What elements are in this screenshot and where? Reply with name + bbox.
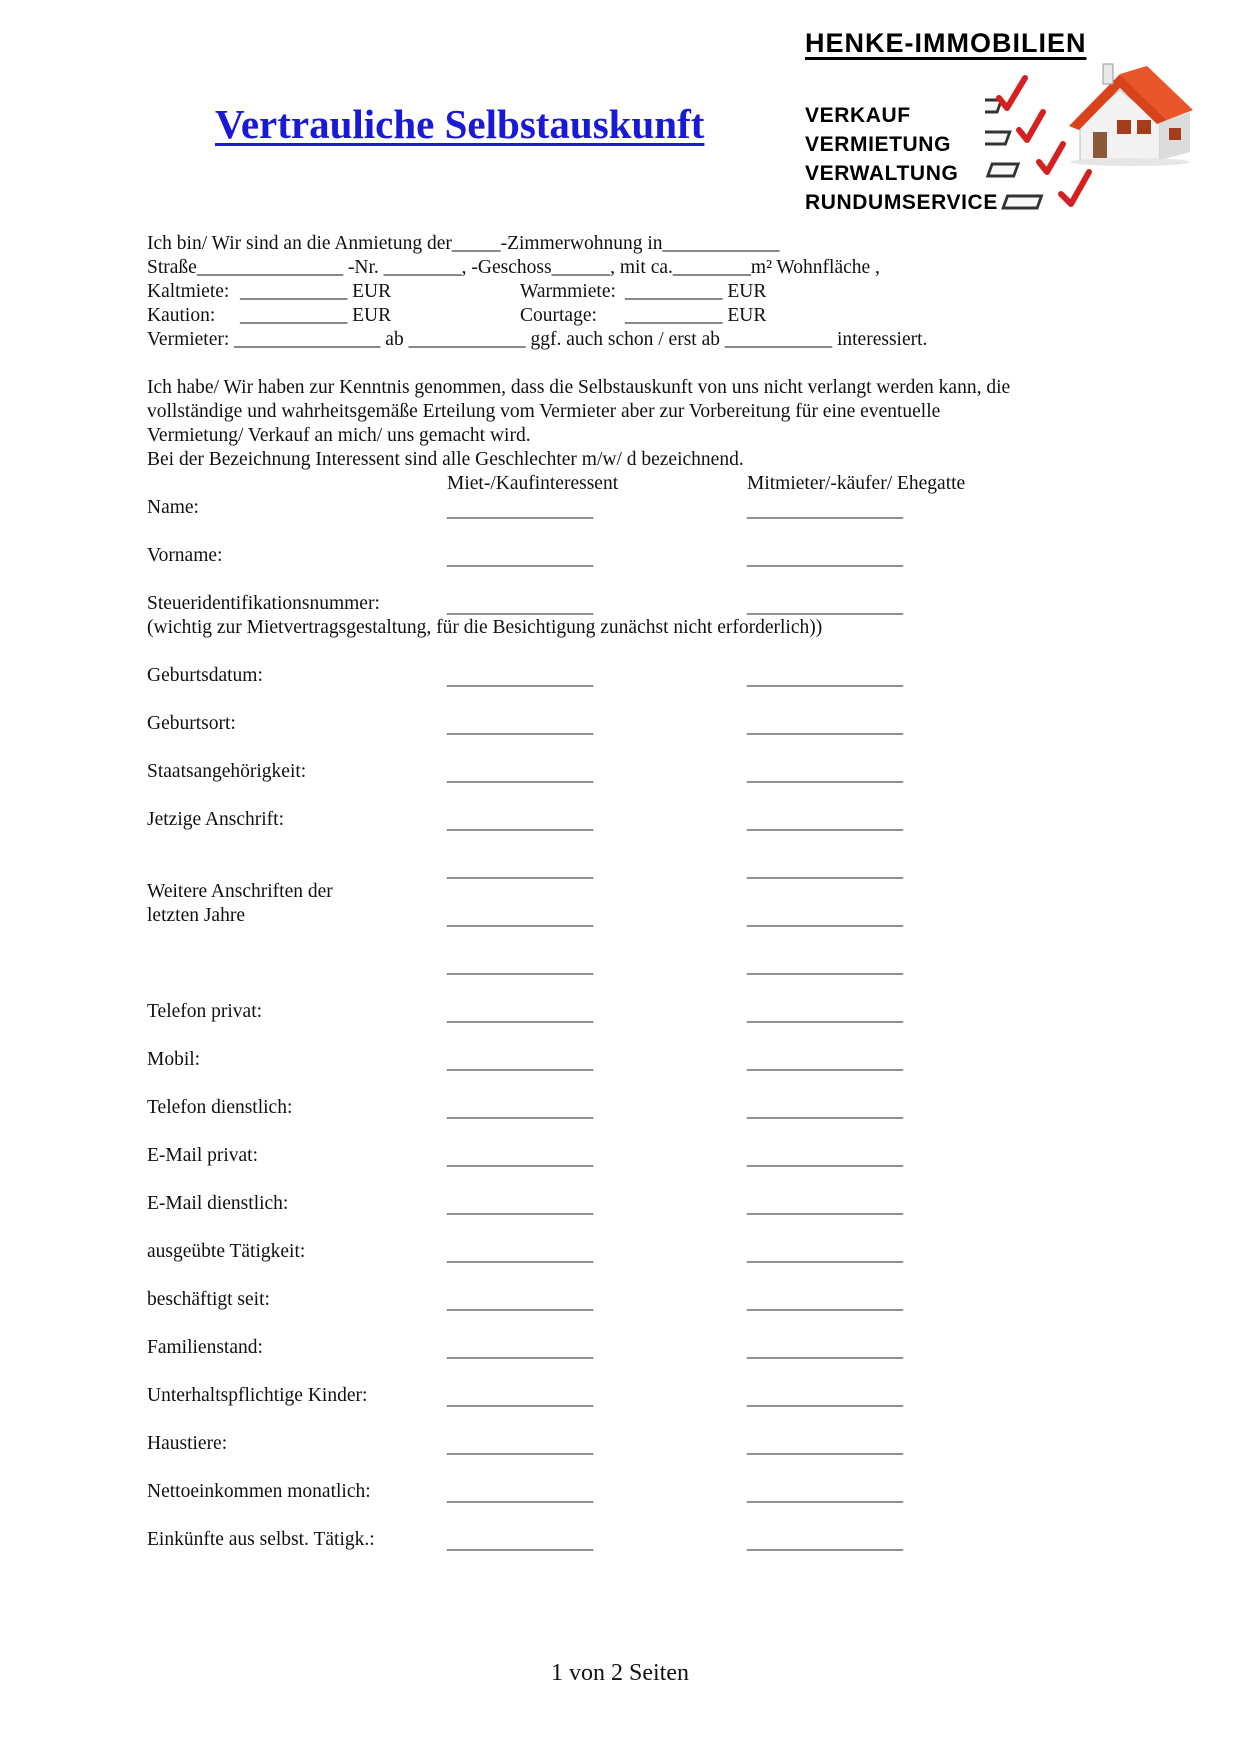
field-name-applicant[interactable]: _______________ bbox=[447, 500, 594, 521]
field-vorname-applicant[interactable]: _______________ bbox=[447, 548, 594, 569]
field-einkuenfte-cotenant[interactable]: ________________ bbox=[747, 1532, 903, 1553]
field-geburtsdatum-applicant[interactable]: _______________ bbox=[447, 668, 594, 689]
field-weitere-cotenant-2[interactable]: ________________ bbox=[747, 956, 903, 977]
field-familienstand-applicant[interactable]: _______________ bbox=[447, 1340, 594, 1361]
steuer-id-note: (wichtig zur Mietvertragsgestaltung, für die Besichtigung zunächst nicht erforderlich)) bbox=[147, 617, 823, 638]
field-anschrift-applicant[interactable]: _______________ bbox=[447, 812, 594, 833]
field-nettoeinkommen-cotenant[interactable]: ________________ bbox=[747, 1484, 903, 1505]
label-nettoeinkommen: Nettoeinkommen monatlich: bbox=[147, 1481, 371, 1502]
field-staatsangehoerigkeit-applicant[interactable]: _______________ bbox=[447, 764, 594, 785]
field-beschaeftigt-applicant[interactable]: _______________ bbox=[447, 1292, 594, 1313]
field-email-privat-applicant[interactable]: _______________ bbox=[447, 1148, 594, 1169]
field-mobil-applicant[interactable]: _______________ bbox=[447, 1052, 594, 1073]
field-nettoeinkommen-applicant[interactable]: _______________ bbox=[447, 1484, 594, 1505]
field-taetigkeit-cotenant[interactable]: ________________ bbox=[747, 1244, 903, 1265]
notice-line-3: Vermietung/ Verkauf an mich/ uns gemacht wird. bbox=[147, 425, 531, 446]
label-beschaeftigt-seit: beschäftigt seit: bbox=[147, 1289, 270, 1310]
page-number: 1 von 2 Seiten bbox=[551, 1660, 689, 1686]
label-email-privat: E-Mail privat: bbox=[147, 1145, 259, 1166]
field-taetigkeit-applicant[interactable]: _______________ bbox=[447, 1244, 594, 1265]
field-steuer-id-cotenant[interactable]: ________________ bbox=[747, 596, 903, 617]
field-steuer-id-applicant[interactable]: _______________ bbox=[447, 596, 594, 617]
column-header-interessent: Miet-/Kaufinteressent bbox=[447, 473, 619, 494]
field-weitere-applicant[interactable]: _______________ bbox=[447, 908, 594, 929]
label-kinder: Unterhaltspflichtige Kinder: bbox=[147, 1385, 368, 1406]
service-verwaltung: VERWALTUNG bbox=[805, 162, 959, 185]
field-haustiere-applicant[interactable]: _______________ bbox=[447, 1436, 594, 1457]
field-haustiere-cotenant[interactable]: ________________ bbox=[747, 1436, 903, 1457]
label-mobil: Mobil: bbox=[147, 1049, 201, 1070]
label-letzte-jahre: letzten Jahre bbox=[147, 905, 245, 926]
field-mobil-cotenant[interactable]: ________________ bbox=[747, 1052, 903, 1073]
label-weitere-anschriften: Weitere Anschriften der bbox=[147, 881, 333, 902]
courtage-label: Courtage: bbox=[520, 305, 597, 326]
field-telefon-dienstlich-applicant[interactable]: _______________ bbox=[447, 1100, 594, 1121]
field-geburtsort-applicant[interactable]: _______________ bbox=[447, 716, 594, 737]
label-geburtsort: Geburtsort: bbox=[147, 713, 236, 734]
column-header-mitmieter: Mitmieter/-käufer/ Ehegatte bbox=[747, 473, 966, 494]
service-vermietung: VERMIETUNG bbox=[805, 133, 952, 156]
field-weitere-applicant-2[interactable]: _______________ bbox=[447, 956, 594, 977]
label-name: Name: bbox=[147, 497, 199, 518]
label-geburtsdatum: Geburtsdatum: bbox=[147, 665, 263, 686]
label-telefon-privat: Telefon privat: bbox=[147, 1001, 263, 1022]
label-email-dienstlich: E-Mail dienstlich: bbox=[147, 1193, 289, 1214]
field-email-dienstlich-applicant[interactable]: _______________ bbox=[447, 1196, 594, 1217]
field-anschrift-cotenant[interactable]: ________________ bbox=[747, 812, 903, 833]
label-telefon-dienstlich: Telefon dienstlich: bbox=[147, 1097, 293, 1118]
field-anschrift-cotenant-2[interactable]: ________________ bbox=[747, 860, 903, 881]
intro-line-2: Straße_______________ -Nr. ________, -Geschoss______, mit ca.________m² Wohnfläche , bbox=[147, 257, 880, 278]
document-title: Vertrauliche Selbstauskunft bbox=[215, 101, 705, 147]
service-verkauf: VERKAUF bbox=[805, 104, 911, 127]
vermieter-line: Vermieter: _______________ ab ____________ ggf. auch schon / erst ab ___________ interessiert. bbox=[147, 329, 928, 350]
kaution-field[interactable]: ___________ EUR bbox=[240, 305, 392, 326]
field-name-cotenant[interactable]: ________________ bbox=[747, 500, 903, 521]
field-vorname-cotenant[interactable]: ________________ bbox=[747, 548, 903, 569]
field-geburtsdatum-cotenant[interactable]: ________________ bbox=[747, 668, 903, 689]
field-telefon-privat-applicant[interactable]: _______________ bbox=[447, 1004, 594, 1025]
courtage-field[interactable]: __________ EUR bbox=[625, 305, 767, 326]
notice-line-1: Ich habe/ Wir haben zur Kenntnis genommen, dass die Selbstauskunft von uns nicht verlangt werden kann, die bbox=[147, 377, 1011, 398]
field-telefon-dienstlich-cotenant[interactable]: ________________ bbox=[747, 1100, 903, 1121]
field-weitere-cotenant[interactable]: ________________ bbox=[747, 908, 903, 929]
warmmiete-label: Warmmiete: bbox=[520, 281, 616, 302]
label-haustiere: Haustiere: bbox=[147, 1433, 228, 1454]
kaltmiete-field[interactable]: ___________ EUR bbox=[240, 281, 392, 302]
label-staatsangehoerigkeit: Staatsangehörigkeit: bbox=[147, 761, 307, 782]
kaltmiete-label: Kaltmiete: bbox=[147, 281, 230, 302]
warmmiete-field[interactable]: __________ EUR bbox=[625, 281, 767, 302]
field-kinder-applicant[interactable]: _______________ bbox=[447, 1388, 594, 1409]
field-email-privat-cotenant[interactable]: ________________ bbox=[747, 1148, 903, 1169]
label-taetigkeit: ausgeübte Tätigkeit: bbox=[147, 1241, 306, 1262]
field-beschaeftigt-cotenant[interactable]: ________________ bbox=[747, 1292, 903, 1313]
label-einkuenfte-selbst: Einkünfte aus selbst. Tätigk.: bbox=[147, 1529, 375, 1550]
kaution-label: Kaution: bbox=[147, 305, 216, 326]
notice-line-2: vollständige und wahrheitsgemäße Erteilung vom Vermieter aber zur Vorbereitung für eine eventuelle bbox=[147, 401, 941, 422]
field-familienstand-cotenant[interactable]: ________________ bbox=[747, 1340, 903, 1361]
label-familienstand: Familienstand: bbox=[147, 1337, 263, 1358]
company-name: HENKE-IMMOBILIEN bbox=[805, 28, 1087, 58]
field-anschrift-applicant-2[interactable]: _______________ bbox=[447, 860, 594, 881]
field-geburtsort-cotenant[interactable]: ________________ bbox=[747, 716, 903, 737]
notice-line-4: Bei der Bezeichnung Interessent sind alle Geschlechter m/w/ d bezeichnend. bbox=[147, 449, 744, 470]
field-staatsangehoerigkeit-cotenant[interactable]: ________________ bbox=[747, 764, 903, 785]
field-telefon-privat-cotenant[interactable]: ________________ bbox=[747, 1004, 903, 1025]
label-vorname: Vorname: bbox=[147, 545, 223, 566]
intro-line-1: Ich bin/ Wir sind an die Anmietung der_____-Zimmerwohnung in____________ bbox=[147, 233, 780, 254]
service-rundumservice: RUNDUMSERVICE bbox=[805, 191, 998, 214]
field-einkuenfte-applicant[interactable]: _______________ bbox=[447, 1532, 594, 1553]
field-kinder-cotenant[interactable]: ________________ bbox=[747, 1388, 903, 1409]
house-with-checklist-icon bbox=[985, 60, 1195, 210]
field-email-dienstlich-cotenant[interactable]: ________________ bbox=[747, 1196, 903, 1217]
label-steuer-id: Steueridentifikationsnummer: bbox=[147, 593, 380, 614]
label-jetzige-anschrift: Jetzige Anschrift: bbox=[147, 809, 285, 830]
